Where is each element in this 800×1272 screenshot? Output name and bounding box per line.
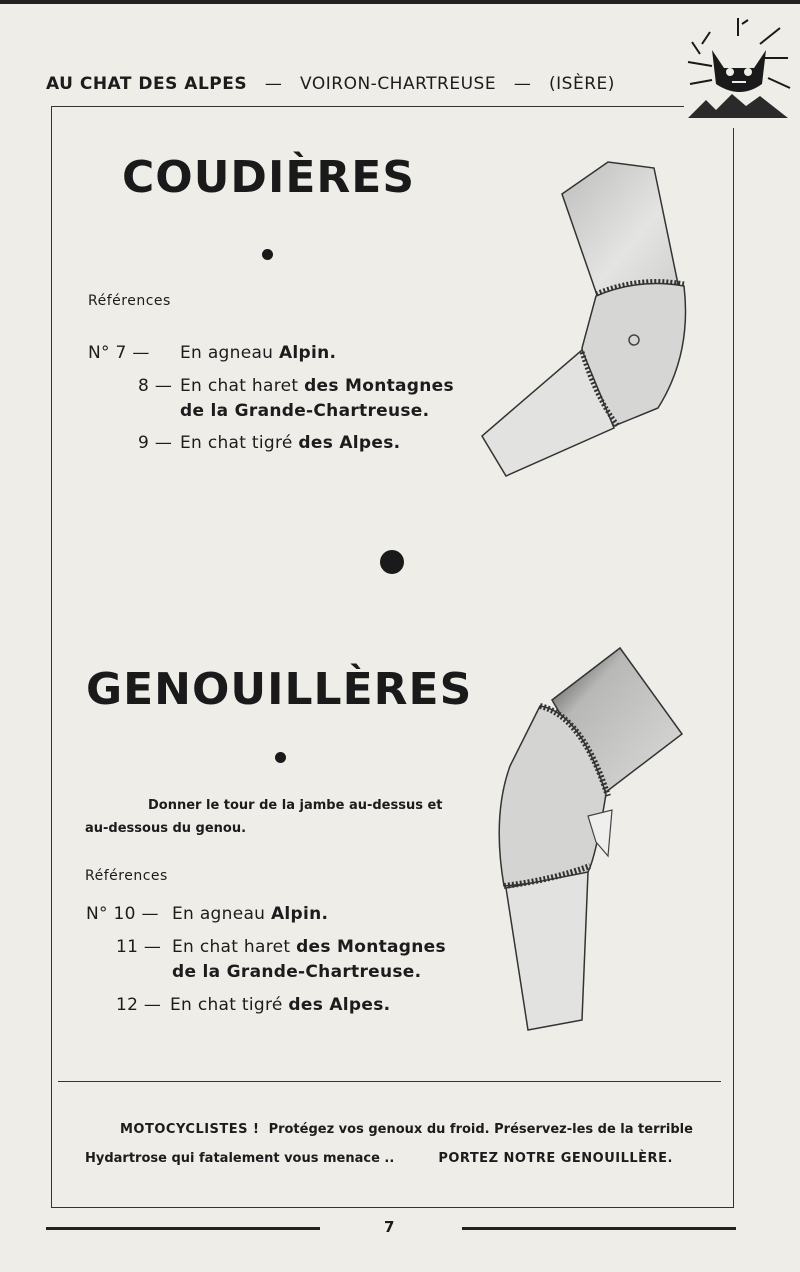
bullet-dot <box>275 752 286 763</box>
genouilleres-refs-label: Références <box>85 868 168 884</box>
page-rule-left <box>46 1227 320 1230</box>
coudieres-title: COUDIÈRES <box>122 152 416 203</box>
elbow-pad-illustration <box>478 158 690 480</box>
cat-logo-icon <box>682 14 794 122</box>
genouilleres-ref-item: 12 — En chat tigré des Alpes. <box>116 995 391 1015</box>
section-separator-dot <box>380 550 404 574</box>
coudieres-ref-item: 8 — En chat haret des Montagnes <box>138 376 454 396</box>
frame-left <box>51 106 52 1208</box>
coudieres-refs-label: Références <box>88 293 171 309</box>
frame-bottom <box>51 1207 734 1208</box>
coudieres-ref-item: de la Grande-Chartreuse. <box>180 401 430 421</box>
header-region: (ISÈRE) <box>549 74 615 94</box>
footer-line1: MOTOCYCLISTES ! Protégez vos genoux du froid. Préservez-les de la terrible <box>120 1122 693 1137</box>
bullet-dot <box>262 249 273 260</box>
genouilleres-note-line1: Donner le tour de la jambe au-dessus et <box>148 798 443 813</box>
genouilleres-ref-item: 11 — En chat haret des Montagnes <box>116 937 446 957</box>
coudieres-ref-item: N° 7 — En agneau Alpin. <box>88 343 337 363</box>
top-border <box>0 0 800 4</box>
page-number: 7 <box>384 1218 395 1236</box>
knee-pad-illustration <box>492 646 688 1034</box>
genouilleres-note-line2: au-dessous du genou. <box>85 821 247 836</box>
genouilleres-ref-item: de la Grande-Chartreuse. <box>172 962 422 982</box>
genouilleres-ref-item: N° 10 — En agneau Alpin. <box>86 904 329 924</box>
header-city: VOIRON-CHARTREUSE <box>300 74 497 94</box>
coudieres-ref-item: 9 — En chat tigré des Alpes. <box>138 433 401 453</box>
genouilleres-title: GENOUILLÈRES <box>86 664 473 715</box>
page-rule-right <box>462 1227 736 1230</box>
header-dash: — <box>513 74 532 94</box>
header-rule <box>52 106 684 107</box>
frame-right <box>733 128 734 1208</box>
footer-line2: Hydartrose qui fatalement vous menace .. PORTEZ NOTRE GENOUILLÈRE. <box>85 1151 673 1166</box>
header-brand: AU CHAT DES ALPES <box>46 74 248 94</box>
footer-rule <box>58 1081 721 1082</box>
page-header <box>46 74 615 94</box>
header-dash: — <box>264 74 283 94</box>
